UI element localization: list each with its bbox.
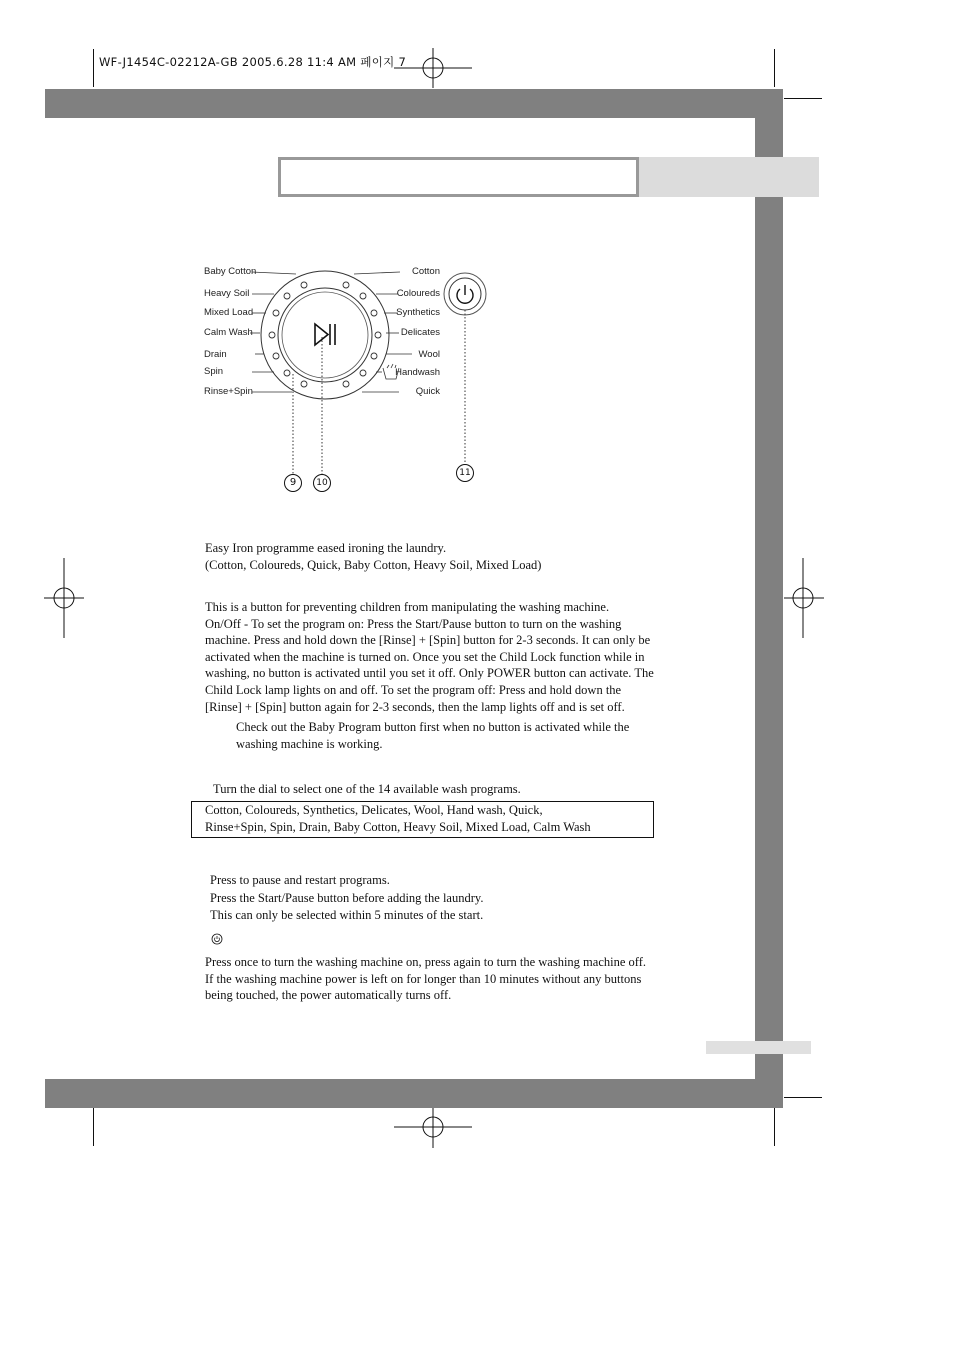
child-lock-note xyxy=(236,719,686,752)
child-lock-line: activated when the machine is turned on. Once you set the Child Lock function while in xyxy=(205,649,645,664)
child-lock-line: On/Off - To set the program on: Press the Start/Pause button to turn on the washing xyxy=(205,616,622,631)
title-banner-tab xyxy=(639,157,819,197)
program-label-baby-cotton: Baby Cotton xyxy=(204,266,257,277)
program-label-drain: Drain xyxy=(204,349,227,360)
crop-mark xyxy=(784,1097,822,1098)
program-label-quick: Quick xyxy=(415,386,440,397)
child-lock-line: machine. Press and hold down the [Rinse] + [Spin] button for 2-3 seconds. It can only be xyxy=(205,633,651,648)
easy-iron-section xyxy=(205,540,685,573)
start-pause-line: Press to pause and restart programs. xyxy=(210,873,390,887)
program-list-line-1: Cotton, Coloureds, Synthetics, Delicates, Wool, Hand wash, Quick, xyxy=(205,803,543,817)
crop-mark xyxy=(93,49,94,87)
program-label-calm-wash: Calm Wash xyxy=(204,327,253,338)
print-file-label: WF-J1454C-02212A-GB 2005.6.28 11:4 AM 페이지 7 xyxy=(99,55,407,69)
registration-mark-icon xyxy=(394,1108,474,1148)
top-gray-bar xyxy=(45,89,783,118)
program-list-box xyxy=(191,801,654,838)
start-pause-section xyxy=(210,872,680,925)
easy-iron-description: Easy Iron programme eased ironing the laundry. xyxy=(205,541,447,555)
program-label-mixed-load: Mixed Load xyxy=(204,307,254,318)
start-pause-line: Press the Start/Pause button before adding the laundry. xyxy=(210,890,484,905)
child-lock-line: Child Lock lamp lights on and off. To set the program off: Press and hold down the xyxy=(205,682,622,697)
program-label-handwash: Handwash xyxy=(395,367,440,378)
callout-9: 9 xyxy=(284,474,302,492)
title-banner xyxy=(278,157,819,197)
program-label-cotton: Cotton xyxy=(412,266,440,277)
child-lock-section xyxy=(205,599,685,715)
crop-mark xyxy=(93,1108,94,1146)
title-banner-white-area xyxy=(281,160,636,194)
child-lock-line: This is a button for preventing children from manipulating the washing machine. xyxy=(205,600,610,614)
child-lock-note-line: Check out the Baby Program button first when no button is activated while the xyxy=(236,720,630,734)
crop-mark xyxy=(774,1108,775,1146)
crop-mark xyxy=(774,49,775,87)
power-line: If the washing machine power is left on for longer than 10 minutes without any buttons xyxy=(205,971,642,986)
child-lock-line: washing, no button is activated until you set it off. Only POWER button can activate. The xyxy=(205,666,654,681)
power-line: being touched, the power automatically turns off. xyxy=(205,988,452,1003)
child-lock-note-line: washing machine is working. xyxy=(236,736,383,751)
program-list-line-2: Rinse+Spin, Spin, Drain, Baby Cotton, Heavy Soil, Mixed Load, Calm Wash xyxy=(205,820,591,834)
power-line: Press once to turn the washing machine on, press again to turn the washing machine off. xyxy=(205,955,646,969)
registration-mark-icon xyxy=(44,558,84,638)
crop-mark xyxy=(784,98,822,99)
callout-10: 10 xyxy=(313,474,331,492)
registration-mark-icon xyxy=(394,48,474,88)
program-label-coloureds: Coloureds xyxy=(396,288,440,299)
easy-iron-programs: (Cotton, Coloureds, Quick, Baby Cotton, Heavy Soil, Mixed Load) xyxy=(205,557,542,572)
callout-11: 11 xyxy=(456,464,474,482)
power-section xyxy=(205,954,695,1004)
program-label-rinse-spin: Rinse+Spin xyxy=(204,386,253,397)
page-number-tab xyxy=(706,1041,811,1054)
program-label-synthetics: Synthetics xyxy=(396,307,440,318)
program-label-wool: Wool xyxy=(418,349,440,360)
program-label-delicates: Delicates xyxy=(400,327,440,338)
control-panel-diagram xyxy=(200,262,500,502)
power-icon xyxy=(211,933,223,945)
child-lock-line: [Rinse] + [Spin] button again for 2-3 seconds, then the lamp lights off and is set off. xyxy=(205,699,625,714)
program-label-heavy-soil: Heavy Soil xyxy=(204,288,250,299)
registration-mark-icon xyxy=(784,558,824,638)
right-gray-bar xyxy=(755,118,783,1108)
program-label-spin: Spin xyxy=(204,366,224,377)
start-pause-line: This can only be selected within 5 minutes of the start. xyxy=(210,908,484,922)
bottom-gray-bar xyxy=(45,1079,783,1108)
dial-intro-text: Turn the dial to select one of the 14 available wash programs. xyxy=(213,782,521,796)
dial-intro xyxy=(213,781,683,798)
